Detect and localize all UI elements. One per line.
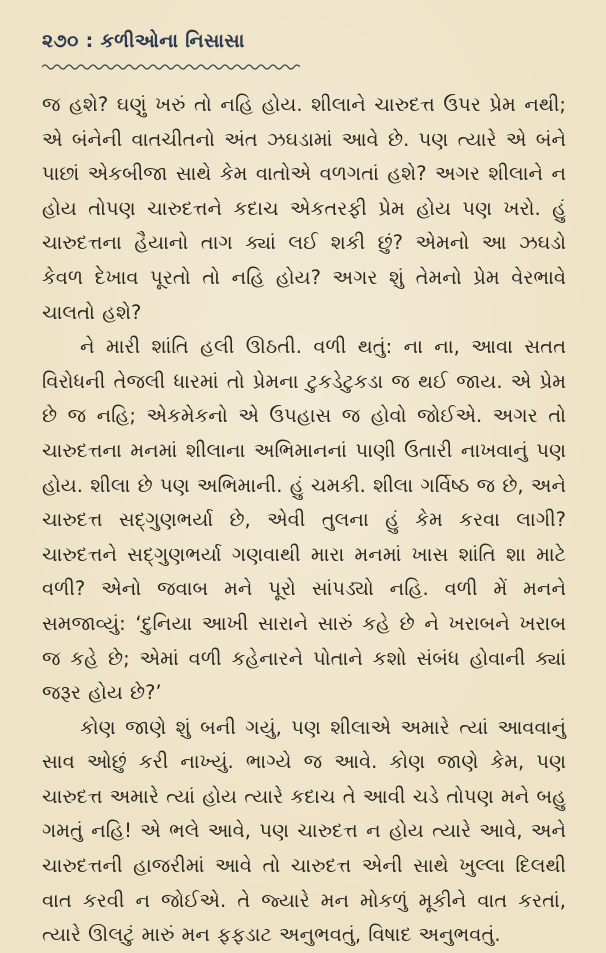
page-number: ૨૭૦: [42, 30, 79, 52]
paragraph-1: જ હશે? ઘણું ખરું તો નહિ હોય. શીલાને ચારુદત્ત ઉપર પ્રેમ નથી; એ બંનેની વાતચીતનો અંત ઝઘડામાં આવે છે. પણ ત્યારે એ બંને પાછાં એકબીજા સાથે કેમ વાતોએ વળગતાં હશે? અગર શીલાને ન હોય તોપણ ચારુદત્તને કદાચ એકતરફી પ્રેમ હોય પણ ખરો. હું ચારુદત્તના હૈયાનો તાગ ક્યાં લઈ શકી છું? એમનો આ ઝઘડો કેવળ દેખાવ પૂરતો તો નહિ હોય? અગર શું તેમનો પ્રેમ વેરભાવે ચાલતો હશે?: [42, 93, 566, 324]
wavy-rule-ornament: [42, 63, 300, 71]
paragraph-2: ને મારી શાંતિ હલી ઊઠતી. વળી થતું: ના ના, આવા સતત વિરોધની તેજલી ધારમાં તો પ્રેમના ટુકડેટુકડા જ થઈ જાય. એ પ્રેમ છે જ નહિ; એકમેકનો એ ઉપહાસ જ હોવો જોઈએ. અગર તો ચારુદત્તના મનમાં શીલાના અભિમાનનાં પાણી ઉતારી નાખવાનું પણ હોય. શીલા છે પણ અભિમાની. હું ચમકી. શીલા ગર્વિષ્ઠ જ છે, અને ચારુદત્ત સદ્ગુણભર્યા છે, એવી તુલના હું કેમ કરવા લાગી? ચારુદત્તને સદ્ગુણભર્યા ગણવાથી મારા મનમાં ખાસ શાંતિ શા માટે વળી? એનો જવાબ મને પૂરો સાંપડ્યો નહિ. વળી મેં મનને સમજાવ્યું: ‘દુનિયા આખી સારાને સારું કહે છે ને ખરાબને ખરાબ જ કહે છે; એમાં વળી કહેનારને પોતાને કશો સંબંધ હોવાની ક્યાં જરૂર હોય છે?’: [42, 335, 566, 705]
paragraph-3: કોણ જાણે શું બની ગયું, પણ શીલાએ અમારે ત્યાં આવવાનું સાવ ઓછું કરી નાખ્યું. ભાગ્યે જ આવે. કોણ જાણે કેમ, પણ ચારુદત્ત અમારે ત્યાં હોય ત્યારે કદાચ તે આવી ચડે તોપણ મને બહુ ગમતું નહિ! એ ભલે આવે, પણ ચારુદત્ત ન હોય ત્યારે આવે, અને ચારુદત્તની હાજરીમાં આવે તો ચારુદત્ત એની સાથે ખુલ્લા દિલથી વાત કરવી ન જોઈએ. તે જ્યારે મન મોકળું મૂકીને વાત કરતાં, ત્યારે ઊલટું મારું મન ફફડાટ અનુભવતું, વિષાદ અનુભવતું.: [42, 715, 566, 947]
running-head: [42, 30, 245, 52]
body-text: [42, 88, 566, 953]
header-separator: :: [85, 30, 94, 52]
chapter-title: કળીઓના નિસાસા: [100, 30, 245, 52]
